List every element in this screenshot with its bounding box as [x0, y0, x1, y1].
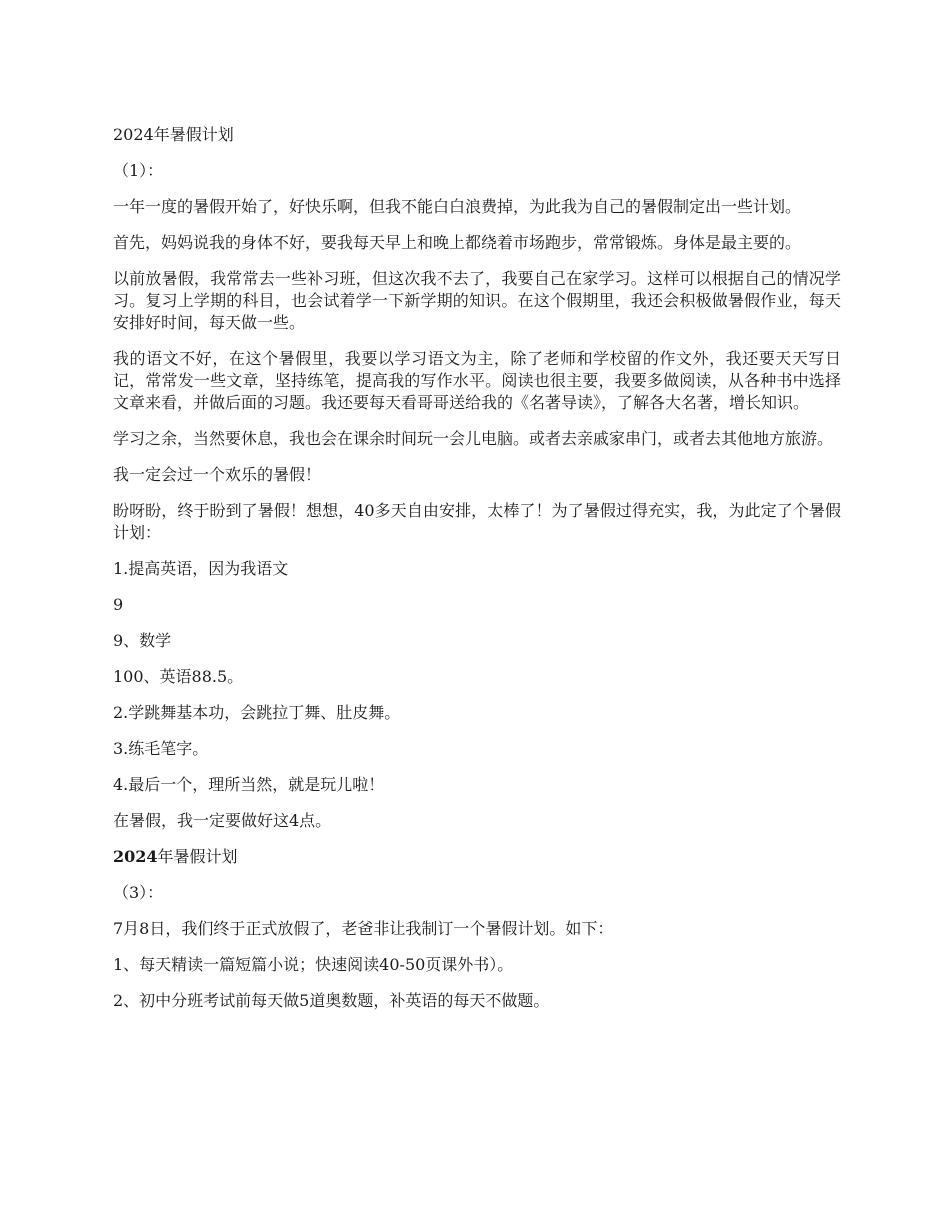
- list-item-4: 4.最后一个，理所当然，就是玩儿啦！: [113, 775, 385, 794]
- list-item-1: 1.提高英语，因为我语文: [113, 559, 289, 578]
- section-marker-1: （1）：: [113, 161, 164, 180]
- list-item-1-score-c: 100、英语88.5。: [113, 667, 244, 686]
- paragraph-chinese: 我的语文不好，在这个暑假里，我要以学习语文为主，除了老师和学校留的作文外，我还要天天写日记，常常发一些文章，坚持练笔，提高我的写作水平。阅读也很主要，我要多做阅读，从各种书中选择文章来看，并做后面的习题。我还要每天看哥哥送给我的《名著导读》，了解各大名著，增长知识。: [113, 349, 841, 412]
- document-page: [113, 124, 841, 1026]
- section-marker-3: （3）：: [113, 883, 164, 902]
- document-title-2: [113, 846, 841, 868]
- document-title-2-year: 2024: [113, 847, 158, 866]
- document-title-1: 2024年暑假计划: [113, 125, 234, 144]
- list-item-2: 2.学跳舞基本功，会跳拉丁舞、肚皮舞。: [113, 703, 401, 722]
- plan-item-1: 1、每天精读一篇短篇小说；快速阅读40-50页课外书）。: [113, 955, 514, 974]
- document-title-2-text: 年暑假计划: [157, 847, 238, 866]
- paragraph-intro: 一年一度的暑假开始了，好快乐啊，但我不能白白浪费掉，为此我为自己的暑假制定出一些计划。: [113, 197, 802, 216]
- paragraph-july: 7月8日，我们终于正式放假了，老爸非让我制订一个暑假计划。如下：: [113, 919, 614, 938]
- paragraph-second-plan: 盼呀盼，终于盼到了暑假！想想，40多天自由安排，太棒了！为了暑假过得充实，我，为此定了个暑假计划：: [113, 501, 841, 542]
- list-item-1-score-a: 9: [113, 595, 124, 614]
- paragraph-four-points: 在暑假，我一定要做好这4点。: [113, 811, 332, 830]
- list-item-1-score-b: 9、数学: [113, 631, 172, 650]
- paragraph-rest: 学习之余，当然要休息，我也会在课余时间玩一会儿电脑。或者去亲戚家串门，或者去其他地方旅游。: [113, 429, 834, 448]
- paragraph-conclusion: 我一定会过一个欢乐的暑假！: [113, 465, 322, 484]
- paragraph-study: 以前放暑假，我常常去一些补习班，但这次我不去了，我要自己在家学习。这样可以根据自己的情况学习。复习上学期的科目，也会试着学一下新学期的知识。在这个假期里，我还会积极做暑假作业，每天安排好时间，每天做一些。: [113, 269, 841, 332]
- plan-item-2: 2、初中分班考试前每天做5道奥数题，补英语的每天不做题。: [113, 991, 550, 1010]
- paragraph-exercise: 首先，妈妈说我的身体不好，要我每天早上和晚上都绕着市场跑步，常常锻炼。身体是最主要的。: [113, 233, 802, 252]
- list-item-3: 3.练毛笔字。: [113, 739, 209, 758]
